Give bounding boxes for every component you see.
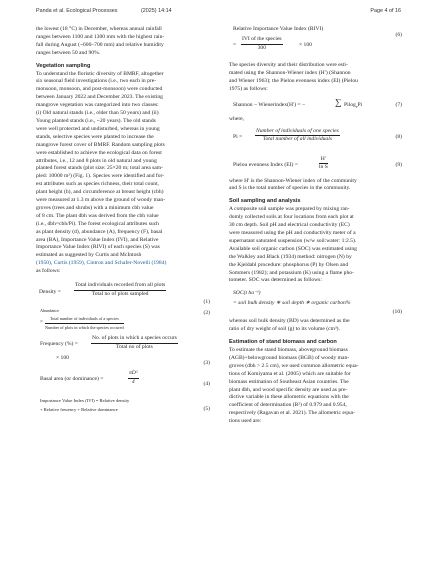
eq-lhs: Frequency (%) = — [40, 341, 78, 348]
intro-paragraph — [36, 26, 210, 58]
text-line: The species diversity and their distribution were esti- — [229, 62, 348, 68]
sampling-paragraph — [36, 71, 210, 277]
eq-numerator: H′ — [319, 156, 328, 165]
text-line: planted forest stands (plot size: 25×20 m; total area sam- — [36, 165, 163, 172]
diversity-paragraph — [229, 62, 402, 94]
text-line: pled: 10000 m²) (Fig. 1). Species were identified and for- — [36, 173, 165, 180]
text-line: were measured using the pH and conductivity meter of a — [229, 229, 356, 236]
text-line: tions used are: — [229, 418, 262, 425]
text-line: 30 cm depth. Soil pH and electrical conductivity (EC) — [229, 222, 350, 229]
text-line: attributes, i.e., 12 and 8 plots in old natural and young — [36, 157, 157, 164]
equation-number: (3) — [203, 360, 210, 367]
text-line: dictive variable in these allometric equations with the — [229, 394, 349, 401]
eq-numerator: No. of plots in which a species occurs — [91, 335, 178, 344]
text-line: where H′ is the Shannon-Wiener index of the community — [229, 177, 357, 184]
text-line: Available soil organic carbon (SOC) was estimated using — [229, 245, 357, 252]
eq-title: Relative Importance Value Index (RIVI) — [233, 26, 324, 32]
equation-rivi — [229, 26, 402, 60]
eq-lhs: Shannon − Wienerindex(H′) = − — [233, 101, 306, 108]
text-line: A composite soil sample was prepared by mixing ran- — [229, 206, 350, 213]
text-line: mangrove forest cover of BMRF. Random sampling plots — [36, 141, 165, 148]
eq-equals: = — [40, 320, 43, 326]
eq-numerator: Number of individuals of one species — [255, 128, 340, 137]
equation-number: (10) — [392, 309, 402, 316]
equation-soc — [229, 290, 402, 316]
text-line: tometer. SOC was determined as follows: — [229, 277, 322, 284]
eq-fraction — [255, 128, 340, 145]
text-line: monsoon, monsoon, and post-monsoon) were conducted — [36, 86, 163, 93]
text-line: stands, selective species were planted to increase the — [36, 133, 154, 140]
text-line: were measured at 1.3 m above the ground of woody man- — [36, 197, 166, 204]
text-line: Young planted stands (i.e., ~20 years). The old stands — [36, 117, 156, 124]
equation-ivi — [36, 397, 210, 417]
equation-abundance — [36, 307, 210, 332]
text-line: groves (trees and shrubs) with a minimum cbh value — [36, 204, 154, 211]
text-line: between January 2022 and December 2023. The existing — [36, 94, 163, 101]
carbon-paragraph — [229, 347, 402, 426]
text-line: and Wiener 1963); the Pielou evenness index (EI) (Pielou — [229, 77, 358, 84]
text-line: est attributes such as species richness, their total count, — [36, 181, 160, 188]
eq-multiplier: × 100 — [299, 42, 312, 48]
eq-unit: t ha⁻¹ — [245, 290, 259, 297]
equation-pielou — [229, 156, 402, 176]
text-line: were well protected and undisturbed, whereas in young — [36, 125, 160, 132]
equation-number: (9) — [395, 161, 402, 168]
eq-lhs: SOC(t ha⁻¹) — [233, 290, 261, 297]
text-line: plant height (h), and circumference at breast height (cbh) — [36, 189, 164, 196]
equation-number: (6) — [395, 32, 402, 38]
section-heading: Vegetation sampling — [36, 62, 91, 69]
equation-pi — [229, 128, 402, 148]
equation-shannon — [229, 96, 402, 114]
eq-head: Abundance — [40, 308, 60, 314]
eq-line: + Relative freuency + Relative dominance — [40, 407, 118, 413]
eq-numerator: Total individuals recorded from all plots — [74, 282, 166, 291]
eq-fraction — [45, 315, 124, 332]
text-line: (AGB)+belowground biomass (BGB) of woody man- — [229, 354, 350, 361]
left-column — [36, 26, 210, 417]
equation-basal-area — [36, 370, 210, 392]
eq-numerator: IVI of the species — [241, 36, 283, 45]
eq-denominator: Total no of plots — [116, 344, 153, 350]
section-heading: Estimation of stand biomass and carbon — [229, 339, 337, 346]
text-line: the Walkley and Black (1934) method: nitrogen (N) by — [229, 253, 352, 260]
text-line: Importance Value Index (RIVI) of each species (S) was — [36, 244, 160, 251]
text-line: area (BA), Importance Value Index (IVI), and Relative — [36, 236, 159, 243]
page-number: Page 4 of 16 — [370, 8, 401, 14]
text-line: were established to achieve the ecological data on forest — [36, 149, 162, 156]
text-line: plant dbh, and wood specific density are used as pre- — [229, 386, 348, 393]
eq-lhs-term: SOC — [233, 290, 244, 297]
eq-fraction — [74, 282, 166, 299]
eq-denominator: ln S — [319, 164, 328, 171]
eq-denominator: Total no of plots sampled — [91, 291, 149, 297]
text-line: ranges between 50 and 90%. — [36, 49, 101, 56]
text-line: supernatant saturated suspension (w/w soil:water: 1:2.5). — [229, 237, 357, 244]
eq-fraction — [241, 36, 283, 53]
eq-lhs: Pi = — [233, 133, 243, 140]
eq-fraction — [128, 370, 139, 387]
where-label: where, — [229, 115, 245, 122]
text-line: estimated as suggested by Curtis and McIntosh — [36, 252, 142, 259]
text-line: of 8 cm. The plant dbh was derived from the cbh value — [36, 212, 159, 219]
equation-number: (7) — [395, 101, 402, 108]
section-heading: Soil sampling and analysis — [229, 198, 301, 205]
equation-number: (5) — [203, 406, 210, 413]
text-line: the lowest (18 °C) in December, whereas annual rainfall — [36, 26, 162, 32]
text-line: ratio of dry weight of soil (g) to its volume (cm³). — [229, 326, 340, 333]
text-line: groves (dbh > 2.5 cm), we used common allometric equa- — [229, 362, 359, 369]
equation-number: (1) — [203, 299, 210, 306]
eq-lhs: Density = — [39, 289, 61, 296]
text-line: the Kjeldahl procedure: phosphorus (P) by Olsen and — [229, 261, 349, 268]
sum-symbol: ∑ — [335, 96, 342, 107]
text-line: as follows: — [36, 268, 61, 275]
eq-multiplier: × 100 — [56, 355, 69, 362]
equation-number: (4) — [203, 381, 210, 388]
text-line: biomass estimation of Southeast Asian countries. The — [229, 378, 349, 385]
eq-lhs: Basal area (or dominance) = — [40, 376, 104, 383]
text-line: as plant density (d), abundance (A), frequency (F), basal — [36, 228, 163, 235]
text-line: (i) Old natural stands (i.e., older than 50 years) and (ii) — [36, 110, 159, 117]
text-line: and S is the total number of species in the community. — [229, 185, 351, 192]
eq-subscript: e — [355, 104, 358, 109]
year-volume: (2025) 14:14 — [141, 8, 172, 14]
bd-paragraph — [229, 318, 402, 334]
eq-rhs — [344, 102, 362, 112]
eq-equals: = — [233, 42, 237, 48]
text-line: coefficient of determination (R²) of 0.979 and 0.954, — [229, 402, 347, 409]
equation-frequency — [36, 335, 210, 365]
eq-line: Importance Value Index (IVI) = Relative density — [40, 398, 130, 404]
eq-fraction — [319, 156, 328, 173]
text-line: (1950), Curtis (1959), Cintron and Schafer-Novelli (1984) — [36, 260, 167, 267]
eq-rhs-tail: Pi — [357, 101, 363, 108]
text-line: mated using the Shannon-Wiener index (H′) (Shannon — [229, 69, 351, 76]
soil-paragraph — [229, 206, 402, 285]
text-line: ranges between 1100 and 1300 mm with the highest rain- — [36, 33, 165, 40]
eq-numerator: πD² — [128, 370, 139, 379]
text-line: To understand the floristic diversity of BMRF, altogether — [36, 70, 164, 77]
text-line: mangrove vegetation was categorized into two classes: — [36, 102, 159, 109]
eq-rhs-term: Pilog — [344, 101, 356, 108]
eq-rhs: = soil bulk density ∗ soil depth ∗ organic carbon% — [233, 300, 351, 307]
running-header-left — [36, 8, 172, 14]
where-paragraph — [229, 178, 402, 194]
eq-denominator: 4 — [131, 379, 135, 385]
text-line: respectively (Ragavan et al. 2021). The allometric equa- — [229, 410, 355, 417]
eq-denominator: Total number of all individuals — [262, 136, 332, 143]
right-column — [229, 26, 402, 426]
text-line: domly collected soils at four locations from each plot at — [229, 214, 354, 221]
eq-fraction — [91, 335, 178, 352]
text-line: tions of Komiyama et al. (2005) which are suitable for — [229, 370, 351, 377]
text-line: To estimate the stand biomass, aboveground biomass — [229, 347, 348, 354]
text-line: whereas soil bulk density (BD) was determined as the — [229, 318, 350, 325]
eq-denominator: 300 — [257, 44, 266, 51]
equation-number: (2) — [203, 310, 210, 317]
eq-denominator: Number of plots in which the species occured — [45, 325, 124, 330]
equation-number: (8) — [395, 133, 402, 140]
equation-density — [36, 282, 210, 304]
journal-name: Panda et al. Ecological Processes — [36, 8, 118, 14]
text-line: (i.e., dbh=cbh/Pi). The forest ecological attributes such — [36, 220, 159, 227]
text-line: 1975) as follows: — [229, 85, 268, 92]
eq-numerator: Total number of individuals of a species — [45, 315, 124, 324]
text-line: six seasonal field investigations (i.e., two each in pre- — [36, 78, 157, 85]
eq-lhs: Pielou evenness Index (EI) = — [233, 161, 298, 168]
text-line: fall during August (~600–700 mm) and relative humidity — [36, 41, 164, 48]
text-line: Sommers (1982); and potassium (K) using a flame pho- — [229, 269, 354, 276]
